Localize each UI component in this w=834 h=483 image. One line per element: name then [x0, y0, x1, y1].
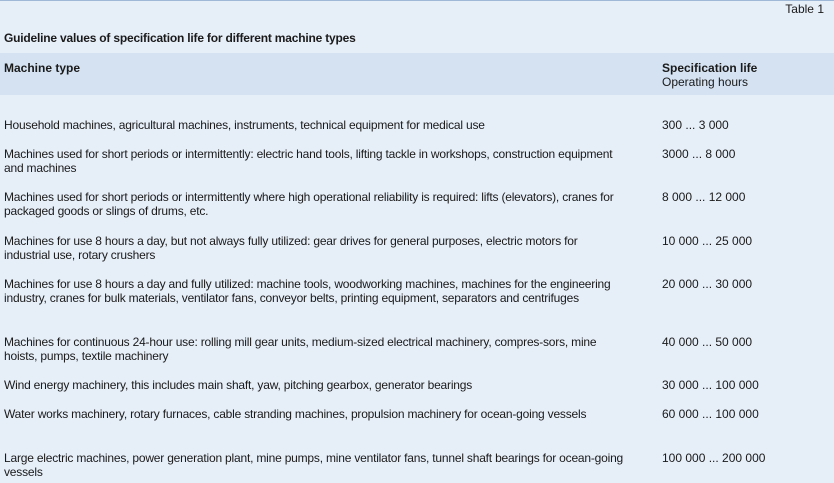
machine-type-cell: Machines for use 8 hours a day and fully utilized: machine tools, woodworking machines, machines for the engineering industry, cranes for bulk materials, ventilator fans, conveyor belts, printing equipment, separators and centrifuges — [4, 277, 611, 305]
machine-type-cell: Machines used for short periods or intermittently where high operational reliability is required: lifts (elevators), cranes for packaged goods or slings of drums, etc. — [4, 190, 614, 218]
specification-life-cell: 20 000 ... 30 000 — [662, 277, 753, 291]
specification-life-cell: 300 ... 3 000 — [662, 118, 729, 132]
table-caption: Guideline values of specification life for different machine types — [4, 31, 356, 45]
machine-type-cell: Machines for continuous 24-hour use: rolling mill gear units, medium-sized electrical machinery, compres-sors, mine hoists, pumps, textile machinery — [4, 335, 597, 363]
column-header-unit: Operating hours — [662, 75, 749, 89]
specification-life-cell: 40 000 ... 50 000 — [662, 335, 753, 349]
machine-type-cell: Machines used for short periods or intermittently: electric hand tools, lifting tackle in workshops, construction equipment and machines — [4, 147, 613, 175]
machine-type-cell: Large electric machines, power generation plant, mine pumps, mine ventilator fans, tunnel shaft bearings for ocean-going vessels — [4, 451, 624, 479]
machine-type-cell: Wind energy machinery, this includes main shaft, yaw, pitching gearbox, generator bearings — [4, 378, 473, 392]
specification-life-cell: 8 000 ... 12 000 — [662, 190, 746, 204]
column-header-specification-life: Specification life — [662, 61, 758, 75]
specification-life-cell: 10 000 ... 25 000 — [662, 234, 753, 248]
column-header-machine-type: Machine type — [4, 61, 81, 75]
machine-type-cell: Machines for use 8 hours a day, but not always fully utilized: gear drives for general purposes, electric motors for industrial use, rotary crushers — [4, 234, 578, 262]
specification-life-cell: 3000 ... 8 000 — [662, 147, 736, 161]
specification-life-cell: 30 000 ... 100 000 — [662, 378, 759, 392]
table-number-label: Table 1 — [785, 2, 824, 16]
machine-type-cell: Water works machinery, rotary furnaces, cable stranding machines, propulsion machinery for ocean-going vessels — [4, 407, 587, 421]
specification-life-cell: 60 000 ... 100 000 — [662, 407, 759, 421]
table-tag-bar — [0, 0, 834, 17]
machine-type-cell: Household machines, agricultural machines, instruments, technical equipment for medical use — [4, 118, 485, 132]
specification-life-cell: 100 000 ... 200 000 — [662, 451, 766, 465]
